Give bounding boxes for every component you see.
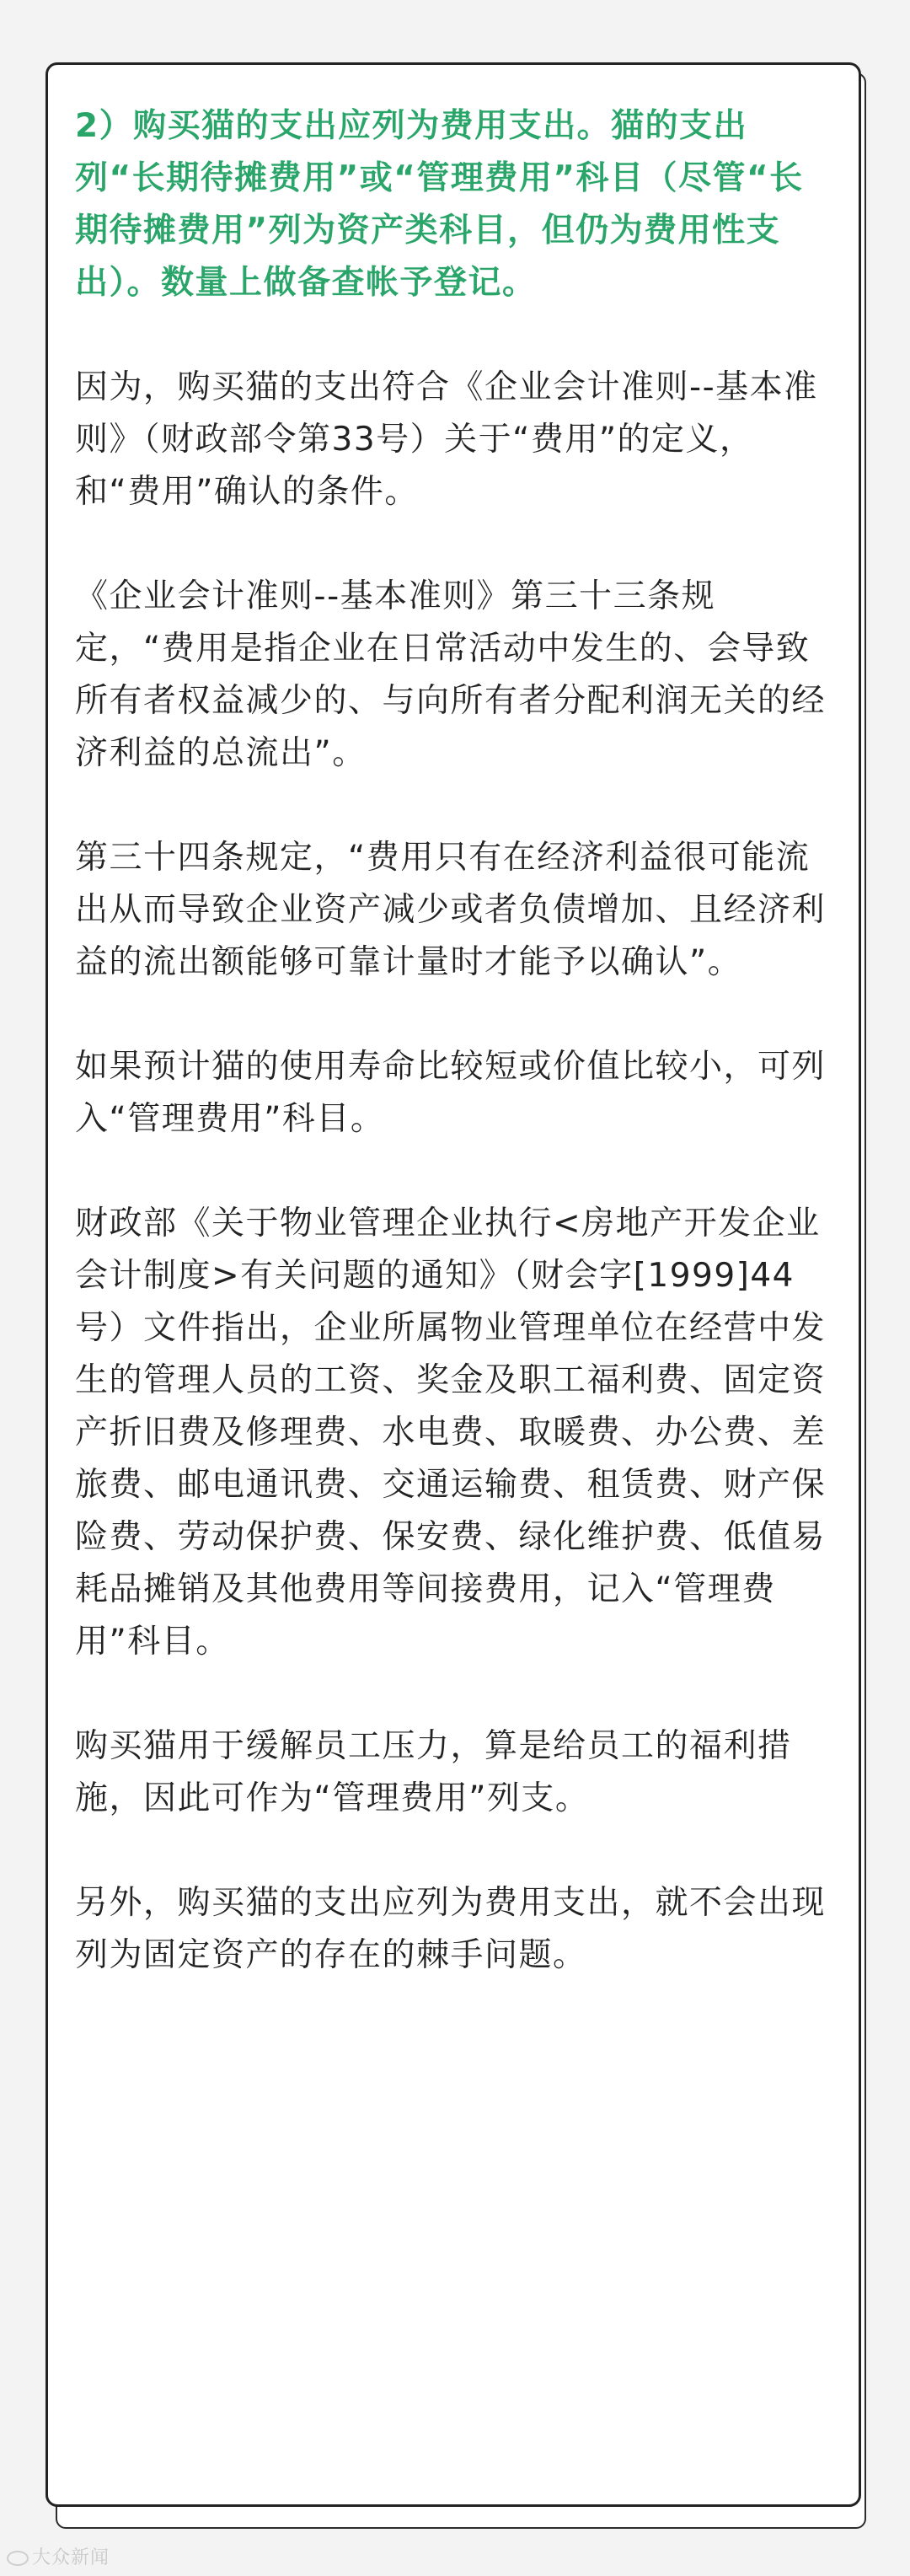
paragraph: 《企业会计准则--基本准则》第三十三条规定，“费用是指企业在日常活动中发生的、会导致所有者权益减少的、与向所有者分配利润无关的经济利益的总流出”。 [75,577,827,772]
paragraph: 如果预计猫的使用寿命比较短或价值比较小，可列入“管理费用”科目。 [75,1048,827,1138]
article-card [46,62,861,2507]
paragraph: 另外，购买猫的支出应列为费用支出，就不会出现列为固定资产的存在的棘手问题。 [75,1884,827,1974]
paragraph: 因为，购买猫的支出符合《企业会计准则--基本准则》（财政部令第33号）关于“费用”的定义，和“费用”确认的条件。 [75,368,818,511]
eye-icon [7,2551,29,2566]
paragraph-highlight: 2）购买猫的支出应列为费用支出。猫的支出列“长期待摊费用”或“管理费用”科目（尽管“长期待摊费用”列为资产类科目，但仍为费用性支出）。数量上做备查帐予登记。 [75,107,804,302]
watermark-text: 大众新闻 [32,2547,110,2568]
paragraph: 购买猫用于缓解员工压力，算是给员工的福利措施，因此可作为“管理费用”列支。 [75,1727,792,1817]
paragraph: 第三十四条规定，“费用只有在经济利益很可能流出从而导致企业资产减少或者负债增加、且经济利益的流出额能够可靠计量时才能予以确认”。 [75,839,827,981]
article-content [75,100,833,2034]
paragraph: 财政部《关于物业管理企业执行<房地产开发企业会计制度>有关问题的通知》（财会字[1999]44号）文件指出，企业所属物业管理单位在经营中发生的管理人员的工资、奖金及职工福利费、固定资产折旧费及修理费、水电费、取暖费、办公费、差旅费、邮电通讯费、交通运输费、租赁费、财产保险费、劳动保护费、保安费、绿化维护费、低值易耗品摊销及其他费用等间接费用，记入“管理费用”科目。 [75,1205,827,1661]
watermark [7,2543,110,2569]
